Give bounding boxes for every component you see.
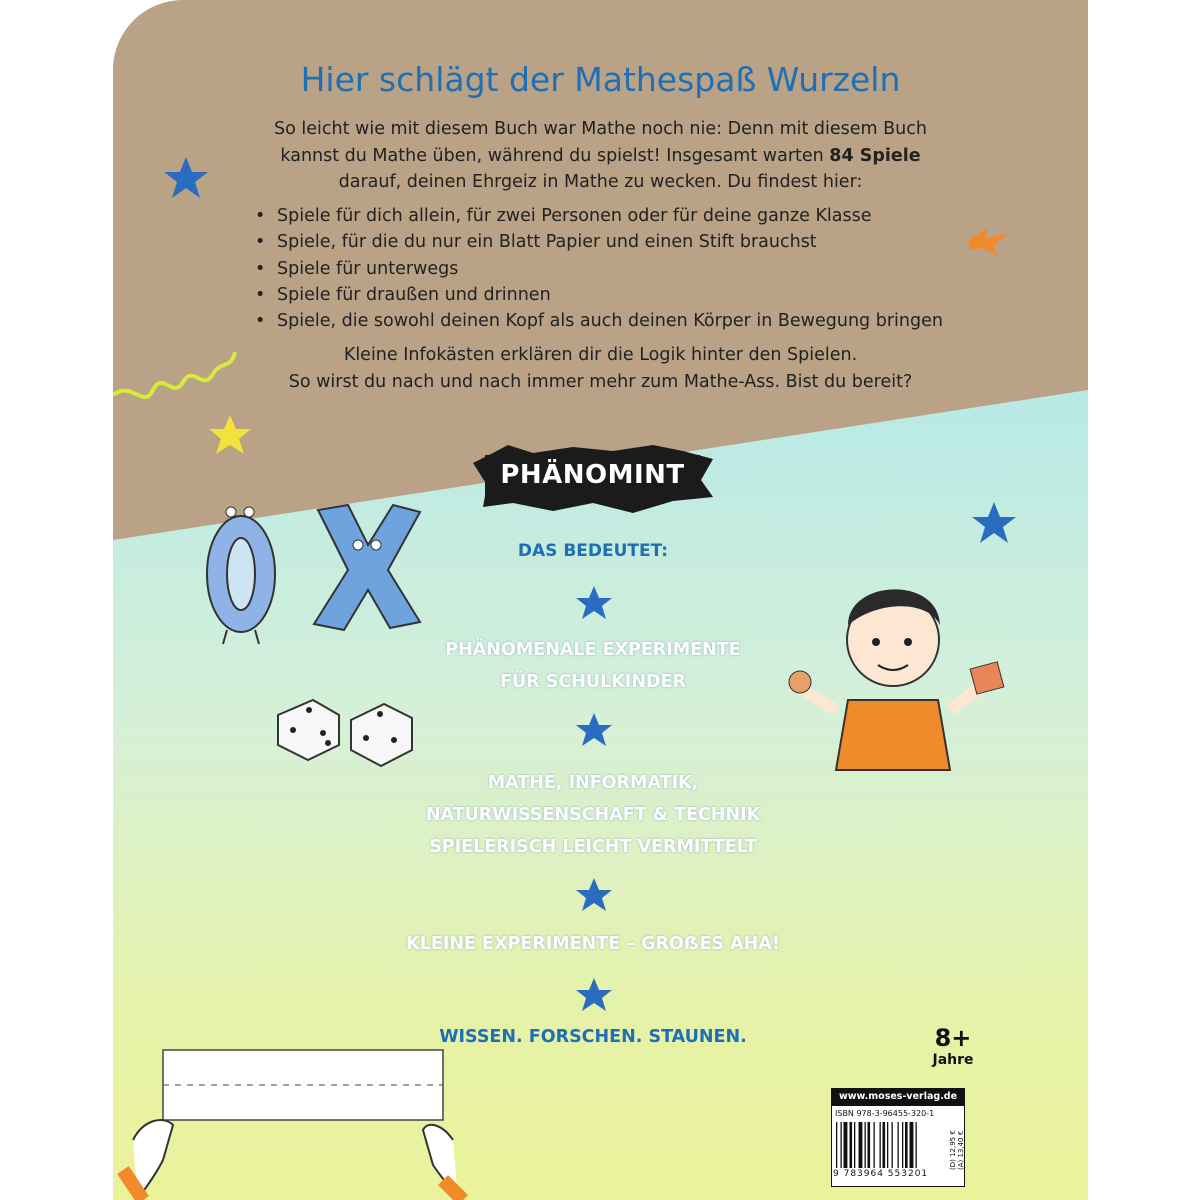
claim-line: MATHE, INFORMATIK, <box>487 773 699 793</box>
claim-3: KLEINE EXPERIMENTE – GROẞES AHA! <box>406 934 780 954</box>
brand-logo: PHÄNOMINT <box>485 455 700 495</box>
blue-star-icon <box>576 877 612 913</box>
age-number: 8+ <box>934 1024 972 1052</box>
tagline: WISSEN. FORSCHEN. STAUNEN. <box>439 1027 747 1047</box>
outro-line: So wirst du nach und nach immer mehr zum Mathe-Ass. Bist du bereit? <box>288 371 913 392</box>
die-icon <box>273 695 343 763</box>
letter-o-character <box>193 492 303 647</box>
list-item: • Spiele für unterwegs <box>255 256 1015 282</box>
barcode-digits: 9 783964 553201 <box>833 1169 929 1179</box>
claim-line: SPIELERISCH LEICHT VERMITTELT <box>429 837 757 857</box>
barcode-bar <box>883 1122 886 1168</box>
page-title: Hier schlägt der Mathespaß Wurzeln <box>300 60 901 99</box>
outro-line: Kleine Infokästen erklären dir die Logik hinter den Spielen. <box>343 345 858 365</box>
feature-list <box>255 203 1015 334</box>
blue-star-icon <box>576 712 612 748</box>
letter-x-character <box>308 500 428 645</box>
claim-2 <box>373 767 813 863</box>
list-item: • Spiele für dich allein, für zwei Personen oder für deine ganze Klasse <box>255 203 1015 229</box>
barcode-bar <box>841 1122 842 1168</box>
barcode-bar <box>854 1122 855 1168</box>
barcode-graphic <box>836 1122 944 1168</box>
blue-star-icon <box>576 585 612 621</box>
list-item: • Spiele, für die du nur ein Blatt Papier und einen Stift brauchst <box>255 229 1015 255</box>
publisher-url: www.moses-verlag.de <box>831 1088 965 1106</box>
barcode-bar <box>898 1122 899 1168</box>
game-count: 84 Spiele <box>829 145 921 166</box>
claim-1 <box>373 634 813 698</box>
paper-people-chain-illustration <box>123 1030 483 1200</box>
age-rating <box>913 1024 993 1068</box>
meaning-heading: DAS BEDEUTET: <box>517 541 669 561</box>
intro-line-part: kannst du Mathe üben, während du spielst! Insgesamt warten <box>280 145 830 166</box>
barcode-bar <box>910 1122 914 1168</box>
isbn-text: ISBN 978-3-96455-320-1 <box>835 1109 935 1118</box>
barcode-bar <box>905 1122 908 1168</box>
barcode-bar <box>874 1122 875 1168</box>
die-icon <box>346 698 416 768</box>
intro-text <box>183 116 1018 196</box>
barcode-bar <box>865 1122 866 1168</box>
barcode-bar <box>836 1122 837 1168</box>
barcode-bar <box>887 1122 888 1168</box>
book-back-cover <box>113 0 1088 1200</box>
price-de: (D) 12,95 € <box>949 1130 957 1170</box>
list-item: • Spiele für draußen und drinnen <box>255 282 1015 308</box>
claim-line: NATURWISSENSCHAFT & TECHNIK <box>425 805 761 825</box>
list-item: • Spiele, die sowohl deinen Kopf als auch deinen Körper in Bewegung bringen <box>255 308 1015 334</box>
price-list <box>949 1110 965 1170</box>
boy-character-illustration <box>778 570 1023 795</box>
barcode-bar <box>880 1122 881 1168</box>
intro-line: So leicht wie mit diesem Buch war Mathe noch nie: Denn mit diesem Buch <box>274 119 927 139</box>
barcode-bar <box>916 1122 917 1168</box>
intro-line: darauf, deinen Ehrgeiz in Mathe zu wecken. Du findest hier: <box>338 172 863 192</box>
intro-line <box>183 143 1018 170</box>
age-label: Jahre <box>932 1052 974 1068</box>
barcode-bar <box>902 1122 903 1168</box>
barcode-bar <box>892 1122 893 1168</box>
price-at: (A) 13,40 € <box>957 1130 965 1170</box>
barcode-bar <box>844 1122 848 1168</box>
claim-line: PHÄNOMENALE EXPERIMENTE <box>445 640 741 660</box>
blue-star-icon <box>576 977 612 1013</box>
outro-text <box>183 342 1018 395</box>
barcode-bar <box>868 1122 871 1168</box>
barcode-bar <box>859 1122 863 1168</box>
claim-line: FÜR SCHULKINDER <box>500 672 686 692</box>
barcode-bar <box>850 1122 853 1168</box>
blue-star-icon <box>971 500 1017 546</box>
